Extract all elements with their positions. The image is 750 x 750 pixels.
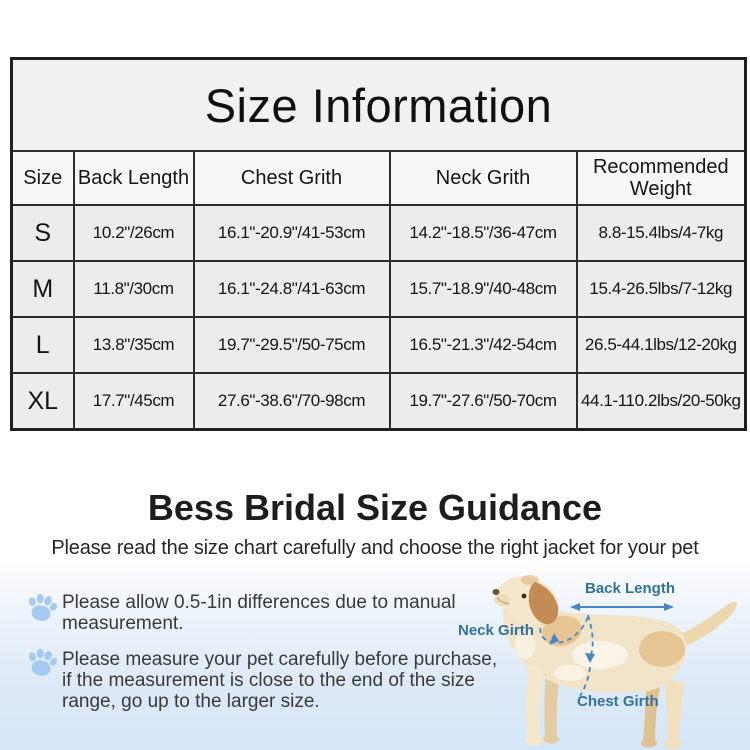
table-cell: M: [12, 261, 74, 317]
table-row-xl: [12, 373, 746, 430]
column-header-recommended-weight: Recommended Weight: [577, 151, 746, 205]
table-cell: L: [12, 317, 74, 373]
table-row-m: [12, 261, 746, 317]
guidance-note: Please allow 0.5-1in differences due to manual measurement.: [62, 592, 456, 634]
table-title: Size Information: [12, 59, 746, 152]
table-cell: 16.1"-20.9"/41-53cm: [194, 205, 390, 261]
table-cell: 13.8"/35cm: [74, 317, 194, 373]
table-cell: S: [12, 205, 74, 261]
neck-girth-label: Neck Girth: [458, 622, 534, 639]
table-row-s: [12, 205, 746, 261]
table-cell: 11.8"/30cm: [74, 261, 194, 317]
table-cell: XL: [12, 373, 74, 430]
table-row-l: [12, 317, 746, 373]
column-header-size: Size: [12, 151, 74, 205]
table-cell: 26.5-44.1lbs/12-20kg: [577, 317, 746, 373]
guidance-note: Please measure your pet carefully before purchase, if the measurement is close to the end of the size range, go up to the larger size.: [62, 649, 498, 712]
back-length-arrow: [570, 603, 674, 611]
table-cell: 15.7"-18.9"/40-48cm: [390, 261, 577, 317]
chest-girth-label: Chest Girth: [577, 693, 659, 710]
table-cell: 19.7"-29.5"/50-75cm: [194, 317, 390, 373]
size-information-table: [10, 57, 747, 431]
table-cell: 17.7"/45cm: [74, 373, 194, 430]
table-header-row: [12, 151, 746, 205]
guidance-subheading: Please read the size chart carefully and choose the right jacket for your pet: [51, 537, 699, 559]
table-cell: 8.8-15.4lbs/4-7kg: [577, 205, 746, 261]
column-header-neck-girth: Neck Grith: [390, 151, 577, 205]
table-cell: 16.5"-21.3"/42-54cm: [390, 317, 577, 373]
dog-measurement-diagram: [450, 553, 750, 750]
table-cell: 27.6"-38.6"/70-98cm: [194, 373, 390, 430]
column-header-chest-girth: Chest Grith: [194, 151, 390, 205]
table-cell: 44.1-110.2lbs/20-50kg: [577, 373, 746, 430]
table-cell: 16.1"-24.8"/41-63cm: [194, 261, 390, 317]
back-length-label: Back Length: [584, 580, 675, 597]
guidance-heading: Bess Bridal Size Guidance: [147, 487, 603, 528]
column-header-back-length: Back Length: [74, 151, 194, 205]
table-cell: 14.2"-18.5"/36-47cm: [390, 205, 577, 261]
table-cell: 10.2"/26cm: [74, 205, 194, 261]
table-cell: 15.4-26.5lbs/7-12kg: [577, 261, 746, 317]
table-title-row: [12, 59, 746, 152]
table-cell: 19.7"-27.6"/50-70cm: [390, 373, 577, 430]
